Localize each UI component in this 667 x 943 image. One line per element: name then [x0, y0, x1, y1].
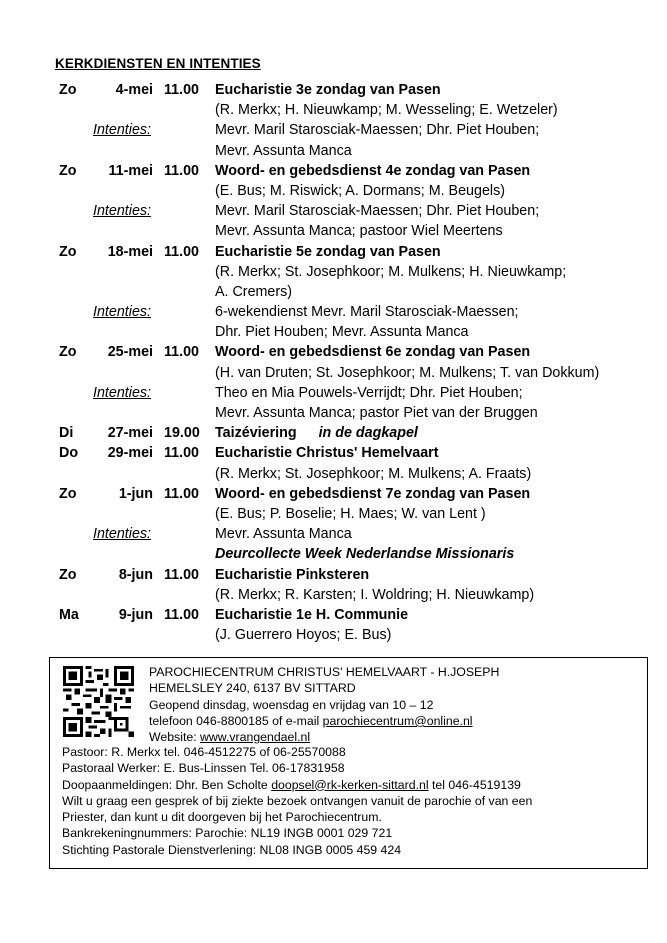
service-day: Zo	[59, 82, 77, 98]
schedule-row	[0, 585, 667, 605]
text: Deurcollecte Week Nederlandse Missionaris	[215, 546, 515, 563]
service-title	[215, 342, 530, 362]
schedule-row	[0, 565, 667, 585]
baptism-text: Doopaanmeldingen: Dhr. Ben Scholte	[62, 777, 272, 792]
baptism-line	[62, 777, 532, 793]
schedule-row	[0, 605, 667, 625]
service-detail	[215, 282, 292, 302]
intentions-text	[215, 524, 352, 544]
email-link[interactable]: parochiecentrum@online.nl	[322, 713, 473, 728]
phone-text: telefoon 046-8800185 of e-mail	[149, 713, 323, 728]
service-day: Zo	[59, 344, 77, 361]
schedule-row	[0, 262, 667, 282]
service-detail	[215, 100, 558, 120]
schedule-row	[0, 120, 667, 140]
service-time: 11.00	[164, 566, 199, 583]
schedule-row	[0, 221, 667, 241]
schedule-row	[0, 342, 667, 362]
qr-code-icon[interactable]	[63, 666, 134, 737]
worker-line: Pastoraal Werker: E. Bus-Linssen Tel. 06-17831958	[62, 761, 345, 776]
text: Eucharistie Pinksteren	[215, 566, 370, 583]
parish-contact	[149, 664, 499, 745]
text: Eucharistie Christus' Hemelvaart	[215, 445, 439, 462]
parish-info-box	[49, 657, 648, 869]
intentions-label: Intenties:	[93, 122, 152, 139]
text: (E. Bus; M. Riswick; A. Dormans; M. Beugels)	[215, 182, 505, 199]
service-time: 19.00	[164, 425, 200, 442]
intentions-label: Intenties:	[93, 526, 152, 543]
text: A. Cremers)	[215, 283, 293, 300]
text: Taizéviering	[215, 425, 297, 442]
org-name: PAROCHIECENTRUM CHRISTUS' HEMELVAART - H.JOSEPH	[149, 665, 500, 679]
service-title	[215, 242, 441, 262]
text: (J. Guerrero Hoyos; E. Bus)	[215, 627, 392, 644]
text: Mevr. Assunta Manca; pastor Piet van der Bruggen	[215, 405, 538, 421]
service-day: Zo	[59, 485, 77, 502]
bank-line-1: Bankrekeningnummers: Parochie: NL19 INGB 0001 029 721	[62, 826, 393, 841]
text: (E. Bus; P. Boselie; H. Maes; W. van Lent )	[215, 505, 486, 522]
text: (R. Merkx; St. Josephkoor; M. Mulkens; H. Nieuwkamp;	[215, 263, 567, 280]
service-title	[215, 423, 418, 443]
service-time: 11.00	[164, 485, 199, 502]
schedule-row	[0, 201, 667, 221]
service-date: 29-mei	[107, 445, 153, 462]
service-detail	[215, 464, 531, 484]
service-date: 18-mei	[107, 243, 153, 260]
text: Eucharistie 3e zondag van Pasen	[215, 82, 441, 98]
text: (R. Merkx; H. Nieuwkamp; M. Wesseling; E. Wetzeler)	[215, 102, 558, 119]
text: Woord- en gebedsdienst 4e zondag van Pasen	[215, 162, 531, 179]
schedule-row	[0, 302, 667, 322]
intentions-text	[215, 120, 539, 140]
service-time: 11.00	[164, 162, 199, 179]
staff-info	[62, 744, 532, 858]
schedule-row	[0, 363, 667, 383]
intentions-label: Intenties:	[93, 304, 152, 321]
service-title	[215, 443, 439, 463]
website-label: Website:	[149, 730, 201, 745]
service-date: 25-mei	[107, 344, 153, 361]
intentions-label: Intenties:	[93, 203, 152, 220]
text: Mevr. Maril Starosciak-Maessen; Dhr. Piet Houben;	[215, 122, 540, 139]
intentions-text	[215, 302, 519, 322]
service-detail	[215, 141, 352, 161]
text: (R. Merkx; R. Karsten; I. Woldring; H. Nieuwkamp)	[215, 586, 535, 603]
service-title	[215, 484, 530, 504]
service-day: Di	[59, 425, 74, 442]
service-detail	[215, 544, 514, 564]
schedule-row	[0, 524, 667, 544]
schedule-row	[0, 322, 667, 342]
service-time: 11.00	[164, 445, 199, 462]
service-date: 11-mei	[108, 162, 153, 179]
service-title	[215, 80, 441, 100]
text: Dhr. Piet Houben; Mevr. Assunta Manca	[215, 324, 469, 341]
service-detail	[215, 363, 599, 383]
service-day: Ma	[59, 606, 79, 623]
service-date: 9-jun	[118, 606, 153, 623]
intentions-label: Intenties:	[93, 384, 152, 401]
service-title	[215, 605, 408, 625]
text: Eucharistie 1e H. Communie	[215, 606, 409, 623]
phone-line	[149, 713, 499, 729]
service-detail	[215, 504, 486, 524]
schedule-row	[0, 544, 667, 564]
text: Mevr. Assunta Manca; pastoor Wiel Meertens	[215, 223, 503, 240]
schedule-row	[0, 443, 667, 463]
address: HEMELSLEY 240, 6137 BV SITTARD	[149, 681, 356, 696]
service-detail	[215, 585, 534, 605]
visit-line-2: Priester, dan kunt u dit doorgeven bij het Parochiecentrum.	[62, 810, 382, 825]
text: Theo en Mia Pouwels-Verrijdt; Dhr. Piet Houben;	[215, 384, 523, 401]
schedule-row	[0, 161, 667, 181]
text: (R. Merkx; St. Josephkoor; M. Mulkens; A. Fraats)	[215, 465, 532, 482]
pastor-line: Pastoor: R. Merkx tel. 046-4512275 of 06-25570088	[62, 745, 346, 759]
page-title: KERKDIENSTEN EN INTENTIES	[55, 56, 261, 71]
schedule-row	[0, 423, 667, 443]
schedule-row	[0, 100, 667, 120]
schedule-row	[0, 141, 667, 161]
service-day: Zo	[59, 566, 77, 583]
schedule-row	[0, 181, 667, 201]
service-day: Zo	[59, 162, 77, 179]
text: Woord- en gebedsdienst 7e zondag van Pasen	[215, 485, 531, 502]
service-detail	[215, 181, 505, 201]
schedule-row	[0, 504, 667, 524]
intentions-text	[215, 201, 539, 221]
service-detail	[215, 403, 538, 423]
text: Woord- en gebedsdienst 6e zondag van Pasen	[215, 344, 531, 361]
opening-hours: Geopend dinsdag, woensdag en vrijdag van 10 – 12	[149, 697, 434, 712]
schedule-row	[0, 464, 667, 484]
schedule-row	[0, 403, 667, 423]
service-time: 11.00	[164, 243, 199, 260]
schedule-row	[0, 80, 667, 100]
service-day: Zo	[59, 243, 77, 260]
schedule-row	[0, 242, 667, 262]
text: Mevr. Assunta Manca	[215, 142, 352, 159]
visit-line-1: Wilt u graag een gesprek of bij ziekte bezoek ontvangen vanuit de parochie of van een	[62, 793, 533, 808]
service-day: Do	[59, 445, 79, 462]
schedule-row	[0, 282, 667, 302]
service-time: 11.00	[164, 606, 199, 623]
schedule-row	[0, 484, 667, 504]
text: Mevr. Assunta Manca	[215, 526, 352, 543]
text: Eucharistie 5e zondag van Pasen	[215, 243, 441, 260]
service-date: 1-jun	[118, 485, 153, 502]
service-detail	[215, 262, 566, 282]
service-date: 4-mei	[115, 82, 153, 98]
service-date: 27-mei	[107, 425, 153, 442]
text: Mevr. Maril Starosciak-Maessen; Dhr. Piet Houben;	[215, 203, 540, 220]
text: (H. van Druten; St. Josephkoor; M. Mulkens; T. van Dokkum)	[215, 364, 600, 381]
bank-line-2: Stichting Pastorale Dienstverlening: NL08 INGB 0005 459 424	[62, 842, 402, 857]
service-time: 11.00	[164, 344, 199, 361]
service-time: 11.00	[164, 82, 199, 98]
intentions-text	[215, 383, 523, 403]
website-link[interactable]: www.vrangendael.nl	[200, 730, 311, 745]
service-date: 8-jun	[118, 566, 153, 583]
service-title	[215, 565, 369, 585]
service-detail	[215, 221, 503, 241]
service-title	[215, 161, 530, 181]
baptism-email-link[interactable]: doopsel@rk-kerken-sittard.nl	[271, 777, 429, 792]
schedule-row	[0, 383, 667, 403]
text: 6-wekendienst Mevr. Maril Starosciak-Maessen;	[215, 304, 519, 321]
baptism-phone: tel 046-4519139	[428, 777, 521, 792]
service-location: in de dagkapel	[318, 425, 418, 442]
service-detail	[215, 625, 391, 645]
service-schedule	[0, 80, 667, 645]
service-detail	[215, 322, 469, 342]
schedule-row	[0, 625, 667, 645]
